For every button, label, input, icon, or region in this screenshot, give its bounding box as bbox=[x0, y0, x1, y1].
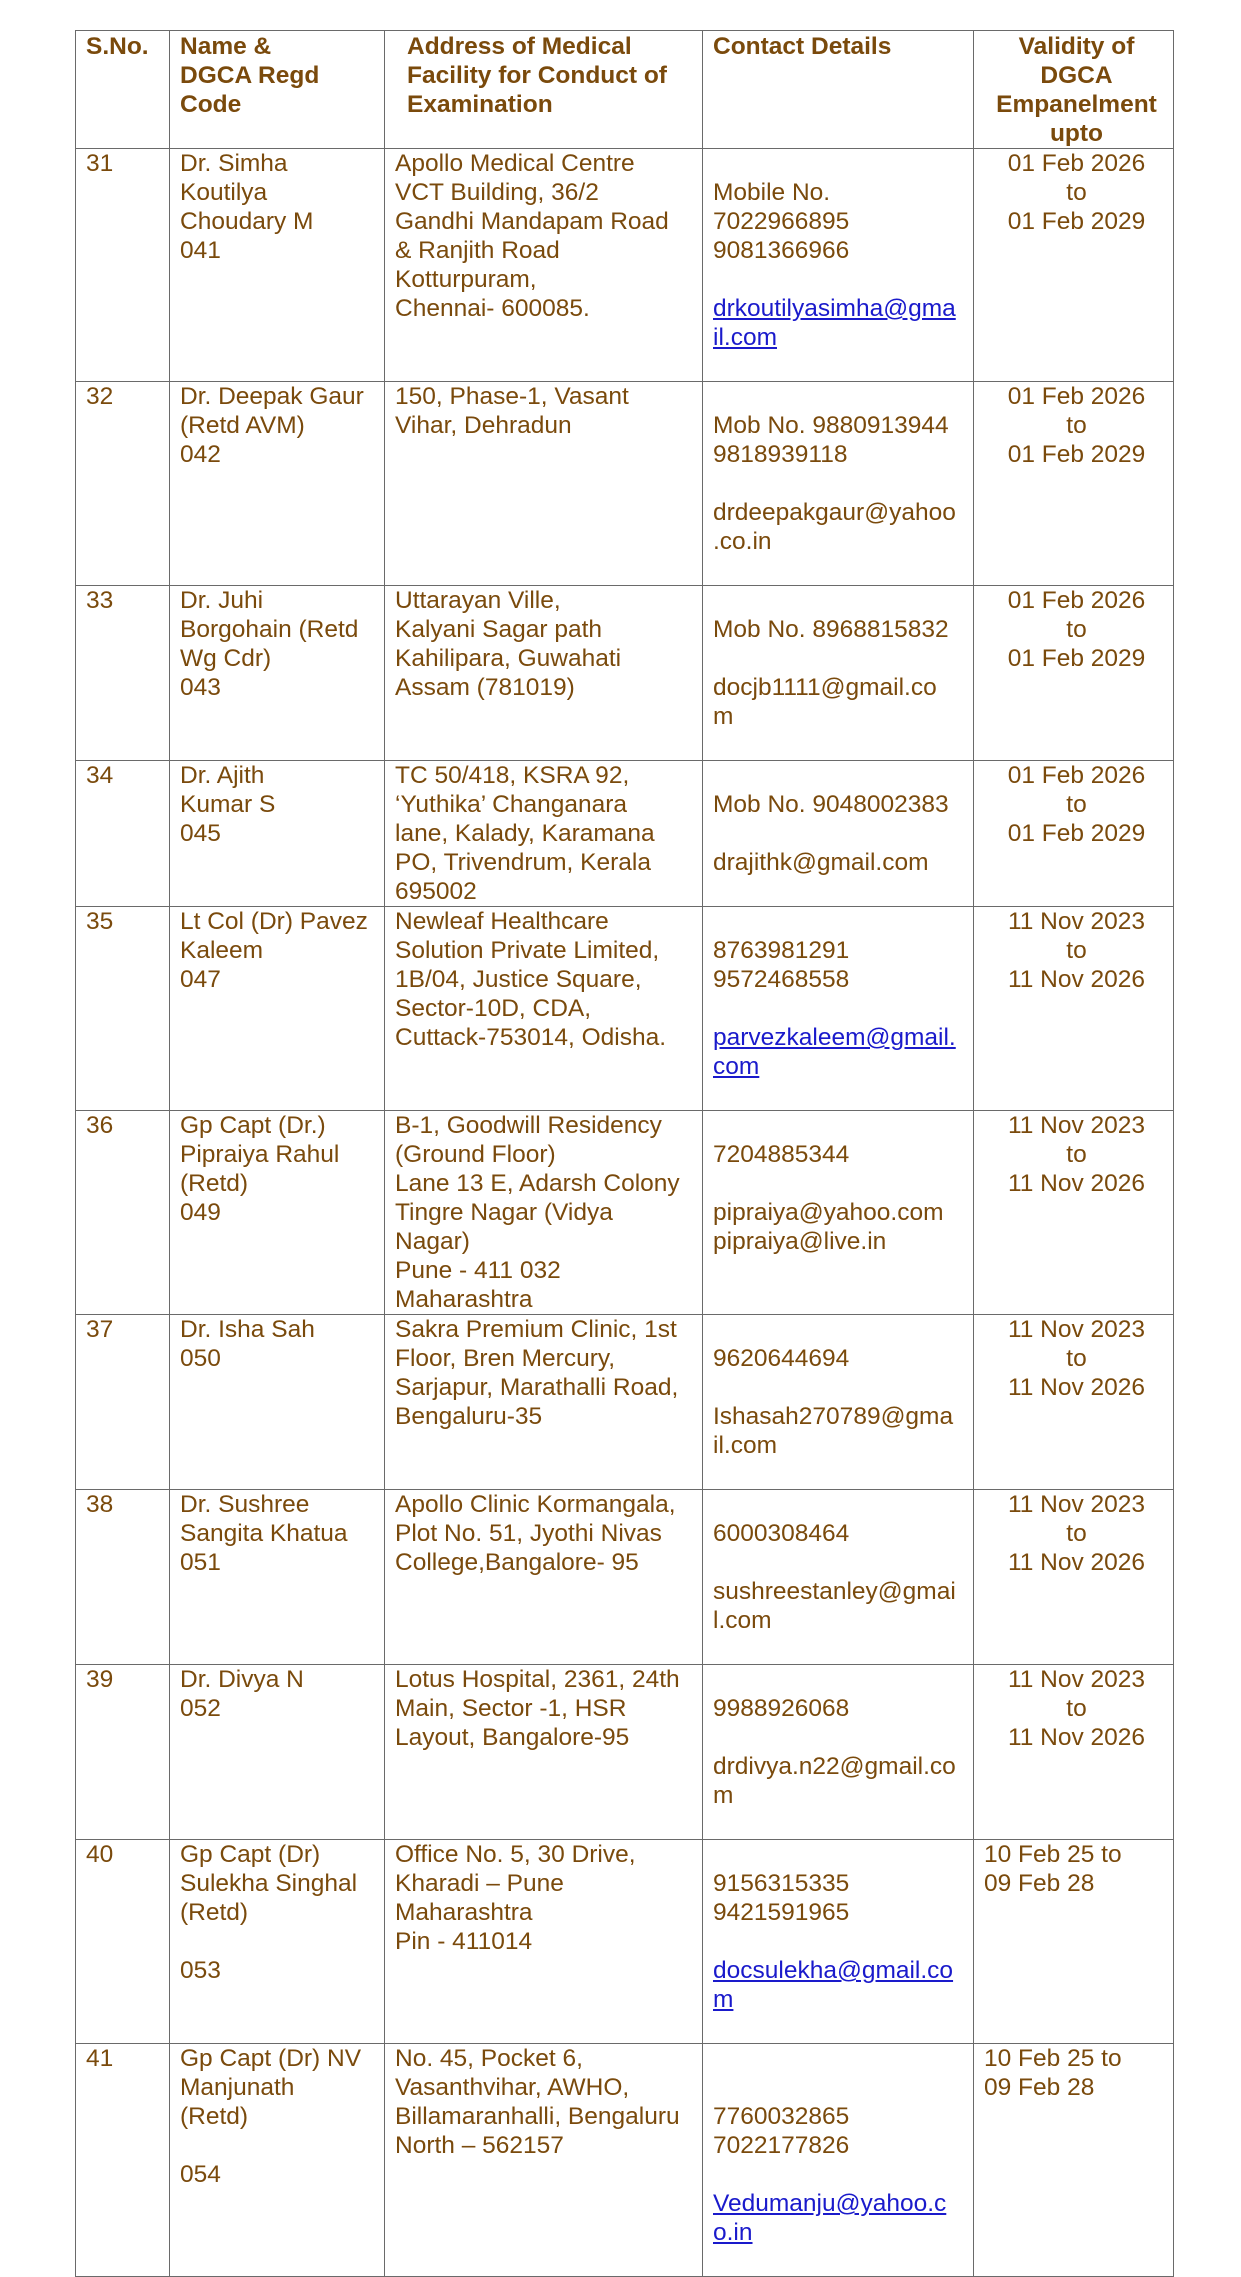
row-address: Apollo Medical Centre VCT Building, 36/2 Gandhi Mandapam Road & Ranjith Road Kotturpuram, Chennai- 600085. bbox=[385, 149, 703, 382]
header-contact: Contact Details bbox=[703, 31, 974, 149]
row-validity: 10 Feb 25 to 09 Feb 28 bbox=[974, 2044, 1174, 2277]
table-row bbox=[76, 907, 1174, 1111]
row-phones: Mob No. 8968815832 bbox=[713, 616, 949, 643]
row-sno: 39 bbox=[76, 1665, 170, 1840]
table-row bbox=[76, 1840, 1174, 2044]
row-name: Dr. Sushree Sangita Khatua 051 bbox=[170, 1490, 385, 1665]
row-validity: 11 Nov 2023 to 11 Nov 2026 bbox=[974, 1111, 1174, 1315]
row-phones: 8763981291 9572468558 bbox=[713, 937, 850, 993]
row-validity: 01 Feb 2026 to 01 Feb 2029 bbox=[974, 761, 1174, 907]
row-address: Apollo Clinic Kormangala, Plot No. 51, Jyothi Nivas College,Bangalore- 95 bbox=[385, 1490, 703, 1665]
row-sno: 35 bbox=[76, 907, 170, 1111]
empanelment-table bbox=[75, 30, 1174, 2277]
row-sno: 37 bbox=[76, 1315, 170, 1490]
row-name: Dr. Divya N 052 bbox=[170, 1665, 385, 1840]
row-validity: 11 Nov 2023 to 11 Nov 2026 bbox=[974, 1665, 1174, 1840]
row-name: Dr. Simha Koutilya Choudary M 041 bbox=[170, 149, 385, 382]
row-address: Uttarayan Ville, Kalyani Sagar path Kahilipara, Guwahati Assam (781019) bbox=[385, 586, 703, 761]
row-email: Ishasah270789@gma il.com bbox=[713, 1403, 954, 1459]
row-email: drdeepakgaur@yahoo .co.in bbox=[713, 499, 956, 555]
row-phones: Mob No. 9048002383 bbox=[713, 791, 949, 818]
row-name: Gp Capt (Dr) NV Manjunath (Retd) 054 bbox=[170, 2044, 385, 2277]
row-address: TC 50/418, KSRA 92, ‘Yuthika’ Changanara lane, Kalady, Karamana PO, Trivendrum, Kerala 695002 bbox=[385, 761, 703, 907]
row-address: Sakra Premium Clinic, 1st Floor, Bren Mercury, Sarjapur, Marathalli Road, Bengaluru-35 bbox=[385, 1315, 703, 1490]
row-sno: 38 bbox=[76, 1490, 170, 1665]
row-name: Dr. Ajith Kumar S 045 bbox=[170, 761, 385, 907]
row-sno: 36 bbox=[76, 1111, 170, 1315]
header-name: Name & DGCA Regd Code bbox=[170, 31, 385, 149]
row-validity: 01 Feb 2026 to 01 Feb 2029 bbox=[974, 149, 1174, 382]
row-contact bbox=[703, 149, 974, 382]
row-contact bbox=[703, 761, 974, 907]
row-validity: 10 Feb 25 to 09 Feb 28 bbox=[974, 1840, 1174, 2044]
row-contact bbox=[703, 1840, 974, 2044]
row-validity: 11 Nov 2023 to 11 Nov 2026 bbox=[974, 1315, 1174, 1490]
row-phones: 9620644694 bbox=[713, 1345, 850, 1372]
row-phones: 7204885344 bbox=[713, 1141, 850, 1168]
row-validity: 11 Nov 2023 to 11 Nov 2026 bbox=[974, 1490, 1174, 1665]
row-phones: 7760032865 7022177826 bbox=[713, 2103, 850, 2159]
row-sno: 34 bbox=[76, 761, 170, 907]
table-header-row bbox=[76, 31, 1174, 149]
row-address: No. 45, Pocket 6, Vasanthvihar, AWHO, Billamaranhalli, Bengaluru North – 562157 bbox=[385, 2044, 703, 2277]
header-validity: Validity of DGCA Empanelment upto bbox=[974, 31, 1174, 149]
row-name: Dr. Deepak Gaur (Retd AVM) 042 bbox=[170, 382, 385, 586]
row-contact bbox=[703, 1490, 974, 1665]
row-name: Dr. Juhi Borgohain (Retd Wg Cdr) 043 bbox=[170, 586, 385, 761]
table-row bbox=[76, 586, 1174, 761]
table-row bbox=[76, 1490, 1174, 1665]
row-email: drajithk@gmail.com bbox=[713, 849, 929, 876]
row-contact bbox=[703, 1665, 974, 1840]
row-name: Lt Col (Dr) Pavez Kaleem 047 bbox=[170, 907, 385, 1111]
table-row bbox=[76, 761, 1174, 907]
row-address: B-1, Goodwill Residency (Ground Floor) Lane 13 E, Adarsh Colony Tingre Nagar (Vidya Nagar) Pune - 411 032 Maharashtra bbox=[385, 1111, 703, 1315]
row-sno: 31 bbox=[76, 149, 170, 382]
row-phones: 6000308464 bbox=[713, 1520, 850, 1547]
row-sno: 40 bbox=[76, 1840, 170, 2044]
row-contact bbox=[703, 586, 974, 761]
table-row bbox=[76, 1315, 1174, 1490]
row-contact bbox=[703, 2044, 974, 2277]
row-phones: 9988926068 bbox=[713, 1695, 850, 1722]
row-name: Dr. Isha Sah 050 bbox=[170, 1315, 385, 1490]
row-contact bbox=[703, 1111, 974, 1315]
row-email: docjb1111@gmail.co m bbox=[713, 674, 937, 730]
table-row bbox=[76, 2044, 1174, 2277]
row-email: pipraiya@yahoo.com pipraiya@live.in bbox=[713, 1199, 944, 1255]
row-contact bbox=[703, 1315, 974, 1490]
table-row bbox=[76, 1665, 1174, 1840]
row-validity: 01 Feb 2026 to 01 Feb 2029 bbox=[974, 382, 1174, 586]
row-phones: 9156315335 9421591965 bbox=[713, 1870, 850, 1926]
row-address: Lotus Hospital, 2361, 24th Main, Sector -1, HSR Layout, Bangalore-95 bbox=[385, 1665, 703, 1840]
row-email-link[interactable]: parvezkaleem@gmail. com bbox=[713, 1024, 956, 1080]
row-phones: Mobile No. 7022966895 9081366966 bbox=[713, 179, 850, 264]
row-validity: 01 Feb 2026 to 01 Feb 2029 bbox=[974, 586, 1174, 761]
table-row bbox=[76, 382, 1174, 586]
table-row bbox=[76, 1111, 1174, 1315]
header-address: Address of Medical Facility for Conduct of Examination bbox=[385, 31, 703, 149]
row-email-link[interactable]: Vedumanju@yahoo.c o.in bbox=[713, 2190, 947, 2246]
row-name: Gp Capt (Dr) Sulekha Singhal (Retd) 053 bbox=[170, 1840, 385, 2044]
row-email: drdivya.n22@gmail.co m bbox=[713, 1753, 956, 1809]
row-contact bbox=[703, 382, 974, 586]
row-address: Office No. 5, 30 Drive, Kharadi – Pune Maharashtra Pin - 411014 bbox=[385, 1840, 703, 2044]
row-address: Newleaf Healthcare Solution Private Limited, 1B/04, Justice Square, Sector-10D, CDA, Cuttack-753014, Odisha. bbox=[385, 907, 703, 1111]
row-email-link[interactable]: docsulekha@gmail.co m bbox=[713, 1957, 954, 2013]
row-phones: Mob No. 9880913944 9818939118 bbox=[713, 412, 949, 468]
table-row bbox=[76, 149, 1174, 382]
row-sno: 32 bbox=[76, 382, 170, 586]
row-sno: 41 bbox=[76, 2044, 170, 2277]
row-sno: 33 bbox=[76, 586, 170, 761]
header-sno: S.No. bbox=[76, 31, 170, 149]
row-email: sushreestanley@gmai l.com bbox=[713, 1578, 956, 1634]
row-address: 150, Phase-1, Vasant Vihar, Dehradun bbox=[385, 382, 703, 586]
row-email-link[interactable]: drkoutilyasimha@gma il.com bbox=[713, 295, 956, 351]
row-contact bbox=[703, 907, 974, 1111]
row-name: Gp Capt (Dr.) Pipraiya Rahul (Retd) 049 bbox=[170, 1111, 385, 1315]
row-validity: 11 Nov 2023 to 11 Nov 2026 bbox=[974, 907, 1174, 1111]
